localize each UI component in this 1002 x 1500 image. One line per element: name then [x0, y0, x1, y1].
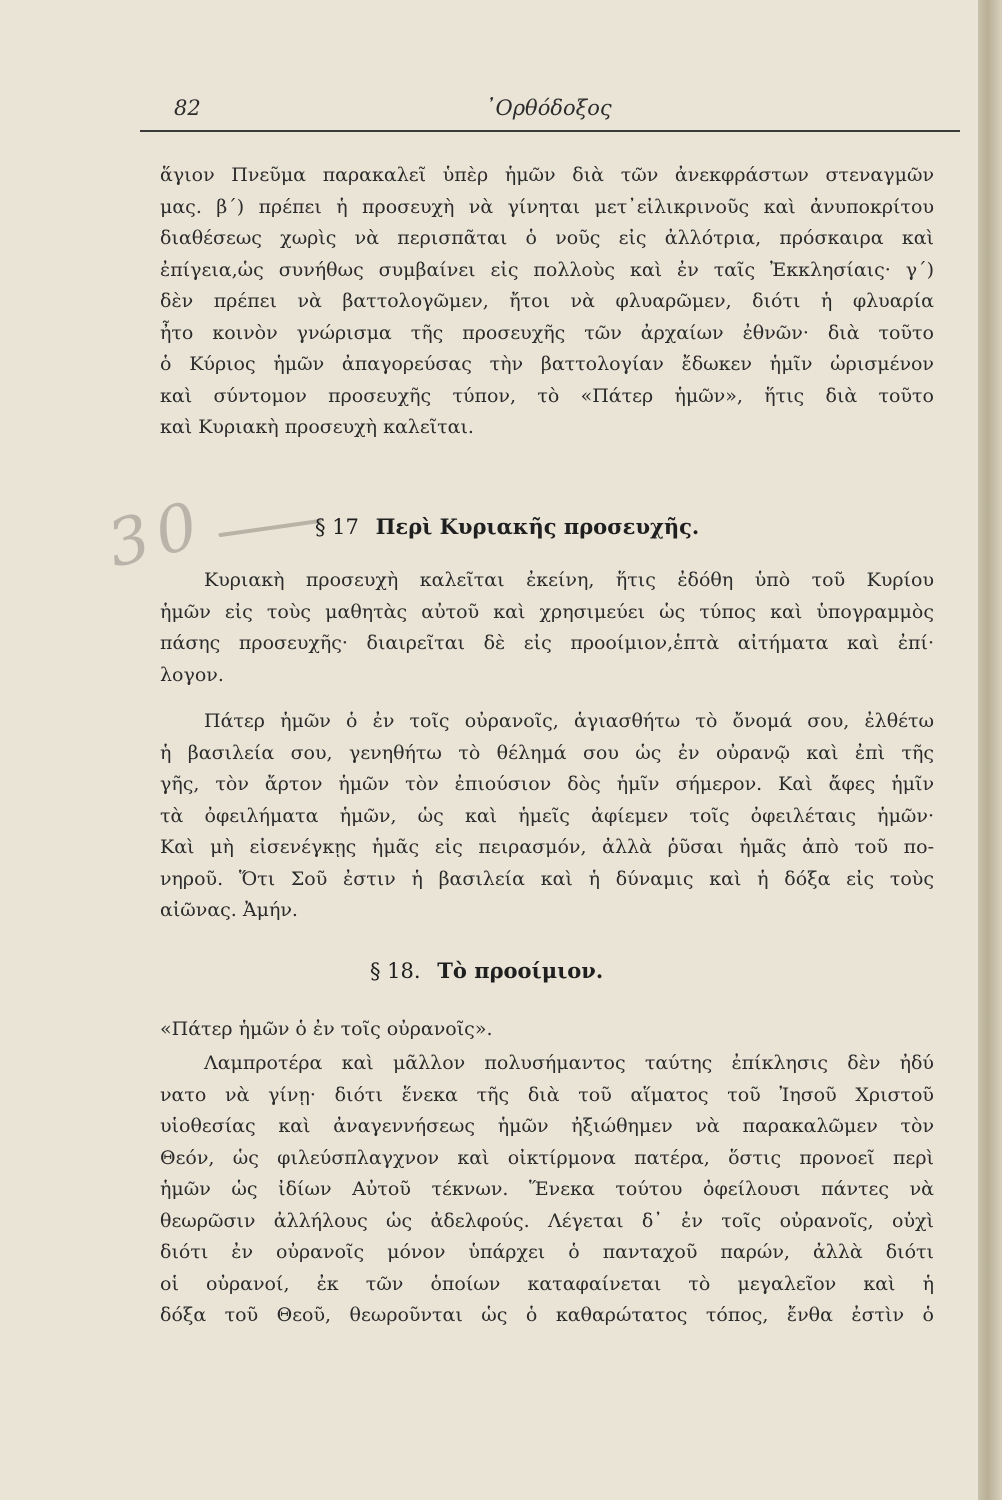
- text-line: ἅγιον Πνεῦμα παρακαλεῖ ὑπὲρ ἡμῶν διὰ τῶν ἀνεκφράστων στεναγμῶν: [160, 164, 934, 186]
- pencil-marginalia: 30: [100, 487, 213, 583]
- section-mark: § 17: [315, 515, 359, 539]
- text-line: ἡμῶν ὡς ἰδίων Αὐτοῦ τέκνων. Ἕνεκα τούτου ὀφείλουσι πάντες νὰ: [160, 1178, 934, 1200]
- page-edge: [978, 0, 1002, 1500]
- text-line: πάσης προσευχῆς· διαιρεῖται δὲ εἰς προοίμιον,ἑπτὰ αἰτήματα καὶ ἐπί·: [160, 632, 934, 654]
- text-line: υἱοθεσίας καὶ ἀναγεννήσεως ἡμῶν ἠξιώθημεν νὰ παρακαλῶμεν τὸν: [160, 1115, 934, 1137]
- text-line: αἰῶνας. Ἀμήν.: [160, 899, 298, 921]
- text-line: νατο νὰ γίνῃ· διότι ἕνεκα τῆς διὰ τοῦ αἵματος τοῦ Ἰησοῦ Χριστοῦ: [160, 1083, 934, 1106]
- text-line: μας. β΄) πρέπει ἡ προσευχὴ νὰ γίνηται μετ᾿εἰλικρινοῦς καὶ ἀνυποκρίτου: [160, 195, 934, 218]
- section-mark: § 18.: [370, 959, 421, 983]
- text-line: «Πάτερ ἡμῶν ὁ ἐν τοῖς οὐρανοῖς».: [160, 1018, 493, 1040]
- text-line: νηροῦ. Ὅτι Σοῦ ἐστιν ἡ βασιλεία καὶ ἡ δύναμις καὶ ἡ δόξα εἰς τοὺς: [160, 867, 934, 890]
- text-line: διότι ἐν οὐρανοῖς μόνον ὑπάρχει ὁ πανταχοῦ παρών, ἀλλὰ διότι: [160, 1241, 934, 1263]
- section-18-heading: [370, 958, 770, 992]
- paragraph-commentary: [160, 1048, 934, 1332]
- paragraph-quote: [160, 1014, 934, 1046]
- paragraph-definition: [160, 565, 934, 691]
- text-line: λογον.: [160, 663, 224, 686]
- text-line: καὶ Κυριακὴ προσευχὴ καλεῖται.: [160, 416, 474, 438]
- text-line: ὁ Κύριος ἡμῶν ἀπαγορεύσας τὴν βαττολογίαν ἔδωκεν ἡμῖν ὡρισμένον: [160, 353, 934, 375]
- text-line: Κυριακὴ προσευχὴ καλεῖται ἐκείνη, ἥτις ἐδόθη ὑπὸ τοῦ Κυρίου: [204, 569, 934, 591]
- page-header: [140, 96, 960, 132]
- text-line: Πάτερ ἡμῶν ὁ ἐν τοῖς οὐρανοῖς, ἁγιασθήτω τὸ ὄνομά σου, ἐλθέτω: [204, 710, 934, 732]
- header-rule: [140, 130, 960, 132]
- text-line: γῆς, τὸν ἄρτον ἡμῶν τὸν ἐπιούσιον δὸς ἡμῖν σήμερον. Καὶ ἄφες ἡμῖν: [160, 773, 934, 795]
- text-line: Λαμπροτέρα καὶ μᾶλλον πολυσήμαντος ταύτης ἐπίκλησις δὲν ἠδύ: [204, 1052, 934, 1074]
- page-number: 82: [174, 96, 201, 120]
- text-line: οἱ οὐρανοί, ἐκ τῶν ὁποίων καταφαίνεται τὸ μεγαλεῖον καὶ ἡ: [160, 1272, 934, 1295]
- text-line: ἡ βασιλεία σου, γενηθήτω τὸ θέλημά σου ὡς ἐν οὐρανῷ καὶ ἐπὶ τῆς: [160, 741, 934, 764]
- text-line: θεωρῶσιν ἀλλήλους ὡς ἀδελφούς. Λέγεται δ᾿ ἐν τοῖς οὐρανοῖς, οὐχὶ: [160, 1209, 934, 1232]
- text-line: ἡμῶν εἰς τοὺς μαθητὰς αὐτοῦ καὶ χρησιμεύει ὡς τύπος καὶ ὑπογραμμὸς: [160, 600, 934, 623]
- section-title: Τὸ προοίμιον.: [437, 958, 604, 983]
- text-line: Καὶ μὴ εἰσενέγκῃς ἡμᾶς εἰς πειρασμόν, ἀλλὰ ῥῦσαι ἡμᾶς ἀπὸ τοῦ πο-: [160, 836, 934, 858]
- text-line: δὲν πρέπει νὰ βαττολογῶμεν, ἤτοι νὰ φλυαρῶμεν, διότι ἡ φλυαρία: [160, 290, 934, 312]
- text-line: τὰ ὀφειλήματα ἡμῶν, ὡς καὶ ἡμεῖς ἀφίεμεν τοῖς ὀφειλέταις ἡμῶν·: [160, 804, 934, 827]
- text-line: διαθέσεως χωρὶς νὰ περισπᾶται ὁ νοῦς εἰς ἀλλότρια, πρόσκαιρα καὶ: [160, 227, 934, 249]
- section-title: Περὶ Κυριακῆς προσευχῆς.: [375, 514, 700, 539]
- running-title: ᾿Ορθόδοξος: [485, 96, 612, 120]
- text-line: Θεόν, ὡς φιλεύσπλαγχνον καὶ οἰκτίρμονα πατέρα, ὅστις προνοεῖ περὶ: [160, 1146, 934, 1169]
- text-line: δόξα τοῦ Θεοῦ, θεωροῦνται ὡς ὁ καθαρώτατος τόπος, ἔνθα ἐστὶν ὁ: [160, 1304, 934, 1326]
- text-line: καὶ σύντομον προσευχῆς τύπον, τὸ «Πάτερ ἡμῶν», ἥτις διὰ τοῦτο: [160, 384, 934, 407]
- text-line: ἐπίγεια,ὡς συνήθως συμβαίνει εἰς πολλοὺς καὶ ἐν ταῖς Ἐκκλησίαις· γ΄): [160, 258, 934, 281]
- text-line: ἦτο κοινὸν γνώρισμα τῆς προσευχῆς τῶν ἀρχαίων ἐθνῶν· διὰ τοῦτο: [160, 321, 934, 344]
- pencil-stroke: [218, 519, 322, 537]
- section-17-heading: [315, 514, 815, 548]
- paragraph-prayer-conditions: [160, 160, 934, 444]
- paragraph-lords-prayer: [160, 706, 934, 927]
